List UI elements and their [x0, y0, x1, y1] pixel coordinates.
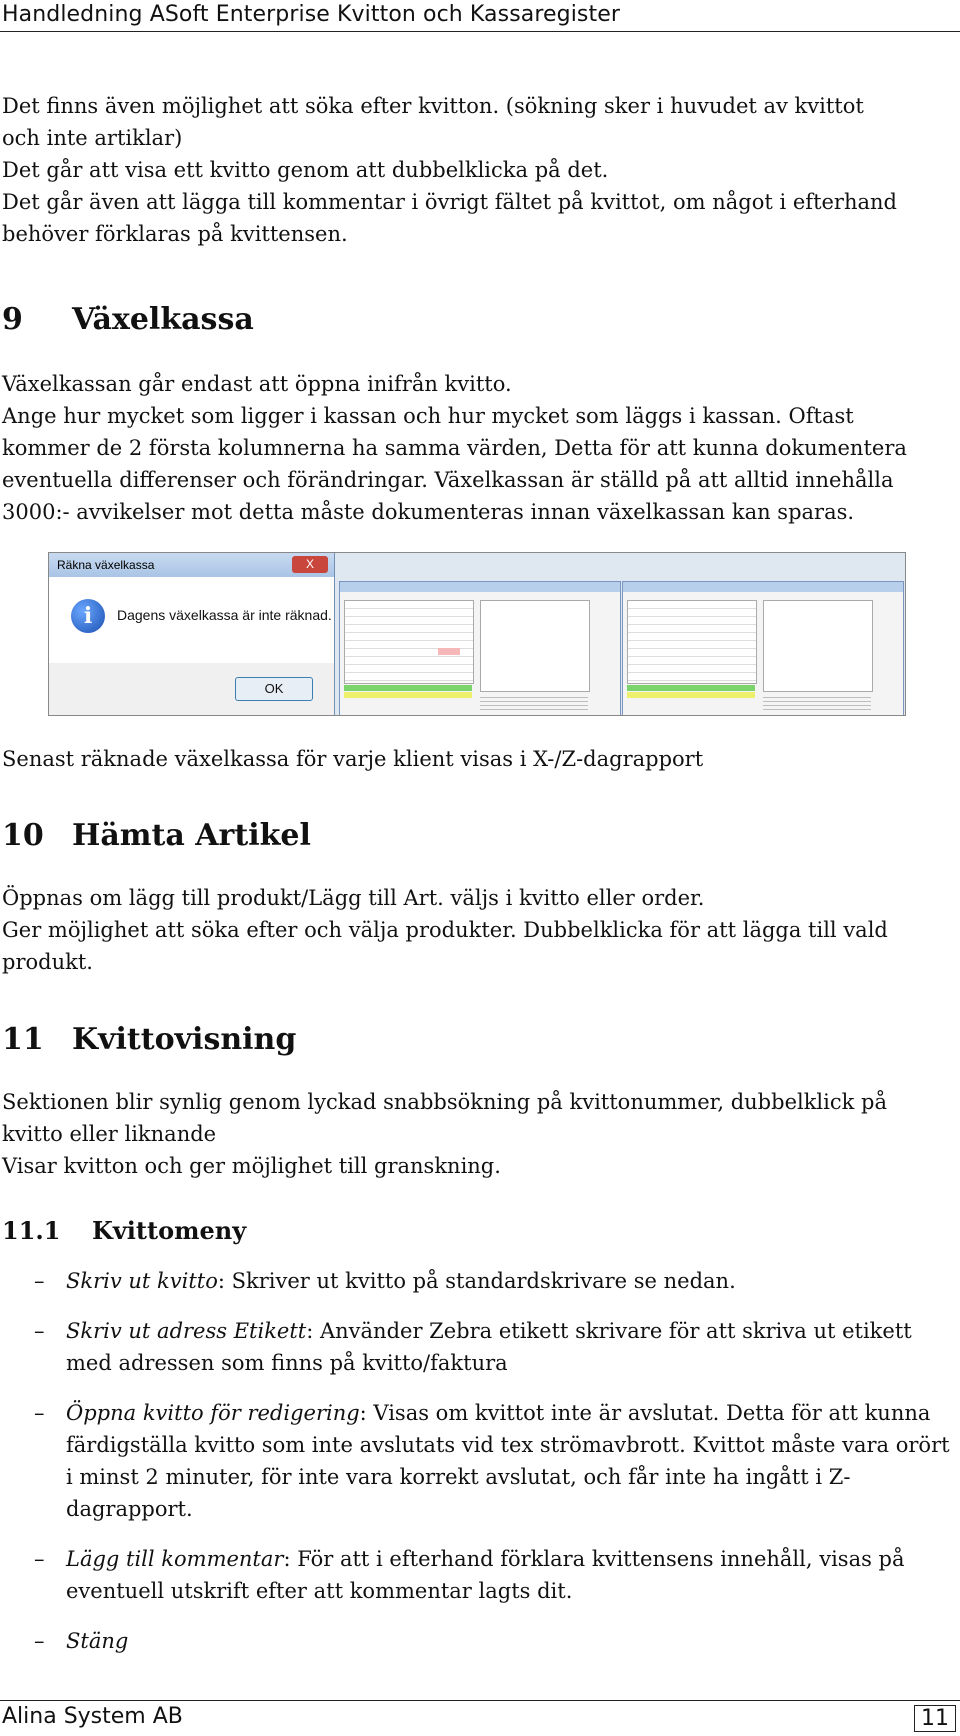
section-10-heading	[2, 818, 311, 853]
section-11-title: Kvittovisning	[72, 1022, 297, 1057]
intro-line-4: Det går även att lägga till kommentar i övrigt fältet på kvittot, om något i efterhand	[2, 190, 897, 214]
s11-line-3: Visar kvitton och ger möjlighet till granskning.	[2, 1154, 501, 1178]
kvittomeny-list	[0, 1265, 955, 1675]
ok-button[interactable]: OK	[235, 677, 313, 701]
s10-line-3: produkt.	[2, 950, 93, 974]
list-dash: –	[34, 1629, 45, 1653]
dialog-message: Dagens växelkassa är inte räknad.	[117, 607, 332, 623]
list-dash: –	[34, 1269, 45, 1293]
item-text: : Använder Zebra etikett skrivare för att skriva ut etikett med adressen som finns på kvitto/faktura	[66, 1319, 912, 1375]
section-10-number: 10	[2, 818, 44, 853]
list-dash: –	[34, 1401, 45, 1425]
item-term: Skriv ut adress Etikett	[66, 1319, 307, 1343]
vaxelkassa-window-2	[622, 581, 904, 716]
item-term: Stäng	[66, 1629, 129, 1653]
close-icon[interactable]: X	[292, 556, 328, 573]
rakna-vaxelkassa-dialog	[49, 553, 335, 715]
list-item	[0, 1397, 955, 1525]
list-item	[0, 1625, 955, 1657]
item-term: Öppna kvitto för redigering	[66, 1401, 360, 1425]
section-11-1-title: Kvittomeny	[92, 1216, 247, 1245]
section-9-heading	[2, 302, 254, 337]
page-number: 11	[914, 1705, 956, 1732]
section-11-1-number: 11.1	[2, 1216, 61, 1245]
vaxelkassa-screenshot	[48, 552, 906, 716]
intro-line-3: Det går att visa ett kvitto genom att dubbelklicka på det.	[2, 158, 609, 182]
s11-line-2: kvitto eller liknande	[2, 1122, 217, 1146]
list-dash: –	[34, 1547, 45, 1571]
s9-after-text: Senast räknade växelkassa för varje klient visas i X-/Z-dagrapport	[2, 747, 704, 771]
s9-line-1: Växelkassan går endast att öppna inifrån kvitto.	[2, 372, 512, 396]
dialog-title: Räkna växelkassa	[49, 553, 334, 577]
intro-line-2: och inte artiklar)	[2, 126, 183, 150]
intro-line-1: Det finns även möjlighet att söka efter kvitton. (sökning sker i huvudet av kvittot	[2, 94, 864, 118]
list-item	[0, 1315, 955, 1379]
s9-line-4: eventuella differenser och förändringar. Växelkassan är ställd på att alltid innehålla	[2, 468, 894, 492]
window-titlebar	[340, 582, 620, 592]
item-text: : Visas om kvittot inte är avslutat. Detta för att kunna färdigställa kvitto som inte avslutats vid tex strömavbrott. Kvittot måste vara orört i minst 2 minuter, för inte vara korrekt avslutat, och får inte ha ingått i Z-dagrapport.	[66, 1401, 950, 1521]
window-titlebar	[623, 582, 903, 592]
item-text: : Skriver ut kvitto på standardskrivare se nedan.	[217, 1269, 736, 1293]
details-panel	[480, 600, 590, 692]
s10-line-1: Öppnas om lägg till produkt/Lägg till Art. väljs i kvitto eller order.	[2, 886, 705, 910]
s11-line-1: Sektionen blir synlig genom lyckad snabbsökning på kvittonummer, dubbelklick på	[2, 1090, 887, 1114]
total-row	[627, 685, 755, 691]
page-header	[0, 0, 960, 32]
section-10-title: Hämta Artikel	[72, 818, 311, 853]
vaxelkassa-window-1	[339, 581, 621, 716]
item-term: Lägg till kommentar	[66, 1547, 284, 1571]
info-icon: i	[71, 599, 105, 633]
section-11-heading	[2, 1022, 296, 1057]
header-title: Handledning ASoft Enterprise Kvitton och Kassaregister	[2, 2, 620, 27]
section-11-1-heading	[2, 1216, 246, 1245]
list-item	[0, 1543, 955, 1607]
s9-line-2: Ange hur mycket som ligger i kassan och hur mycket som läggs i kassan. Oftast	[2, 404, 854, 428]
dialog-body	[49, 577, 334, 663]
total-row	[344, 685, 472, 691]
footer-company: Alina System AB	[2, 1704, 183, 1729]
denomination-grid	[627, 600, 757, 684]
list-item	[0, 1265, 955, 1297]
s9-line-3: kommer de 2 första kolumnerna ha samma värden, Detta för att kunna dokumentera	[2, 436, 907, 460]
denomination-grid	[344, 600, 474, 684]
section-9-number: 9	[2, 302, 23, 337]
change-row	[627, 692, 755, 698]
page-footer	[0, 1700, 960, 1731]
change-row	[344, 692, 472, 698]
intro-line-5: behöver förklaras på kvittensen.	[2, 222, 348, 246]
section-11-number: 11	[2, 1022, 44, 1057]
status-lines	[480, 694, 588, 712]
s9-line-5: 3000:- avvikelser mot detta måste dokumenteras innan växelkassan kan sparas.	[2, 500, 855, 524]
item-text: : För att i efterhand förklara kvittensens innehåll, visas på eventuell utskrift efter att kommentar lagts dit.	[66, 1547, 905, 1603]
difference-cell	[438, 648, 460, 655]
section-9-title: Växelkassa	[72, 302, 254, 337]
s10-line-2: Ger möjlighet att söka efter och välja produkter. Dubbelklicka för att lägga till vald	[2, 918, 888, 942]
status-lines	[763, 694, 871, 712]
details-panel	[763, 600, 873, 692]
list-dash: –	[34, 1319, 45, 1343]
item-term: Skriv ut kvitto	[66, 1269, 218, 1293]
